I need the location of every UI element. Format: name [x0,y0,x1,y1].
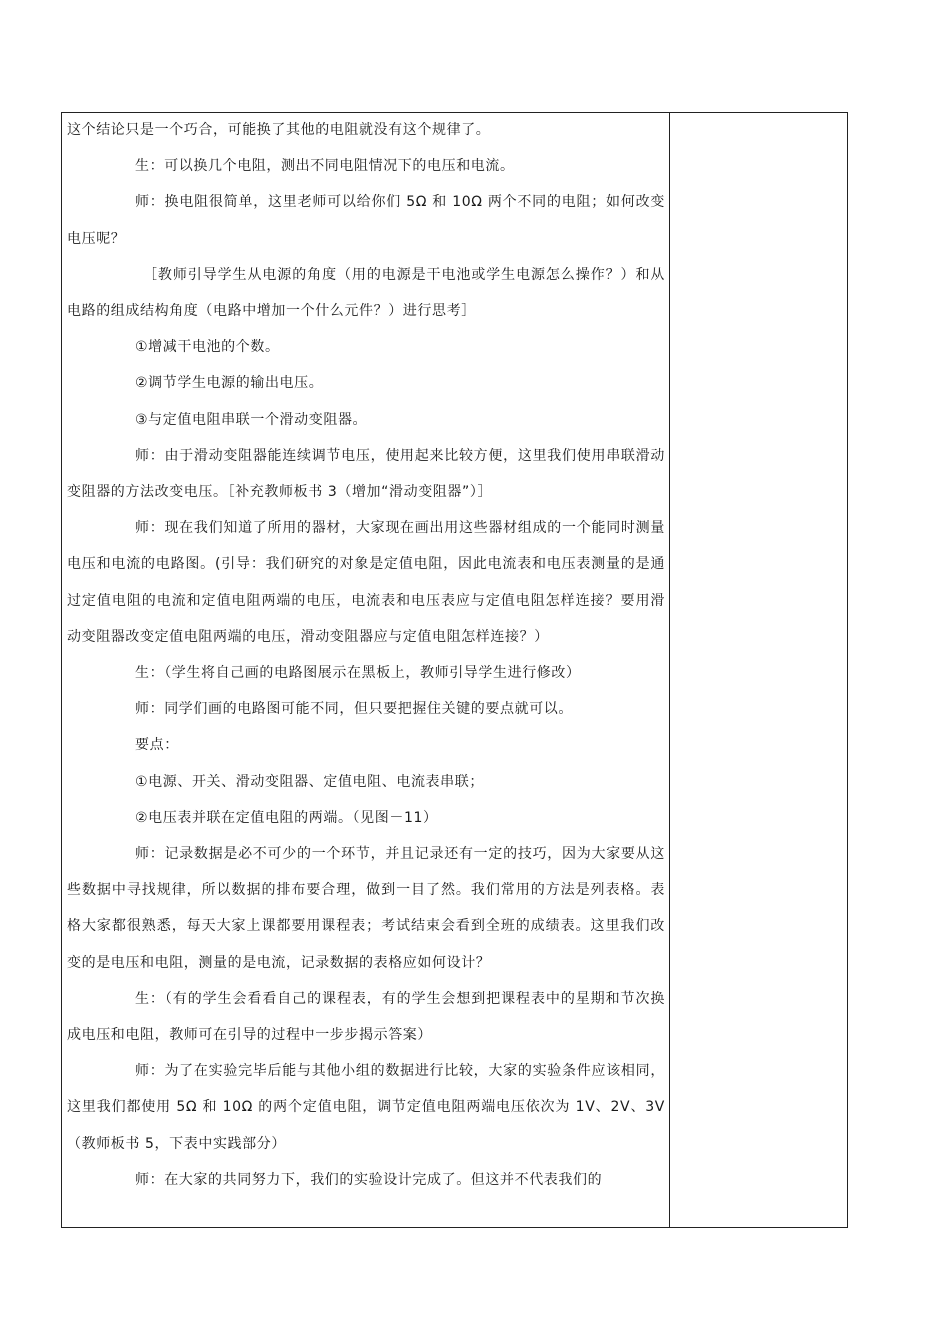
paragraph: ①电源、开关、滑动变阻器、定值电阻、电流表串联； [135,773,484,790]
paragraph: 生：（有的学生会看看自己的课程表，有的学生会想到把课程表中的星期和节次换成电压和电阻，教师可在引导的过程中一步步揭示答案） [67,990,665,1044]
paragraph: 师：为了在实验完毕后能与其他小组的数据进行比较，大家的实验条件应该相同，这里我们都使用 5Ω 和 10Ω 的两个定值电阻，调节定值电阻两端电压依次为 1V、2V、3V（教师板书 5，下表中实践部分） [67,1063,665,1152]
paragraph: 生：可以换几个电阻，测出不同电阻情况下的电压和电流。 [135,158,515,175]
lesson-text-cell [67,112,665,1198]
paragraph: ①增减干电池的个数。 [135,339,280,356]
paragraph: ［教师引导学生从电源的角度（用的电源是干电池或学生电源怎么操作？）和从电路的组成结构角度（电路中增加一个什么元件？）进行思考］ [67,266,665,320]
paragraph: 生：（学生将自己画的电路图展示在黑板上，教师引导学生进行修改） [135,665,581,682]
paragraph: 要点： [135,737,179,754]
paragraph: 这个结论只是一个巧合，可能换了其他的电阻就没有这个规律了。 [67,122,491,138]
paragraph: 师：换电阻很简单，这里老师可以给你们 5Ω 和 10Ω 两个不同的电阻；如何改变电压呢？ [67,194,665,247]
table-column-divider [669,112,670,1228]
paragraph: ②调节学生电源的输出电压。 [135,375,324,392]
paragraph: 师：记录数据是必不可少的一个环节，并且记录还有一定的技巧，因为大家要从这些数据中寻找规律，所以数据的排布要合理，做到一目了然。我们常用的方法是列表格。表格大家都很熟悉，每天大家上课都要用课程表；考试结束会看到全班的成绩表。这里我们改变的是电压和电阻，测量的是电流，记录数据的表格应如何设计？ [67,846,665,971]
paragraph: 师：由于滑动变阻器能连续调节电压，使用起来比较方便，这里我们使用串联滑动变阻器的方法改变电压。［补充教师板书 3（增加“滑动变阻器”）］ [67,447,665,501]
paragraph: 师：现在我们知道了所用的器材，大家现在画出用这些器材组成的一个能同时测量电压和电流的电路图。(引导：我们研究的对象是定值电阻，因此电流表和电压表测量的是通过定值电阻的电流和定值电阻两端的电压，电流表和电压表应与定值电阻怎样连接？要用滑动变阻器改变定值电阻两端的电压，滑动变阻器应与定值电阻怎样连接？） [67,520,665,645]
paragraph: 师：在大家的共同努力下，我们的实验设计完成了。但这并不代表我们的 [135,1171,603,1188]
paragraph: 师：同学们画的电路图可能不同，但只要把握住关键的要点就可以。 [135,701,573,718]
paragraph: ②电压表并联在定值电阻的两端。（见图－11） [135,809,438,826]
paragraph: ③与定值电阻串联一个滑动变阻器。 [135,411,368,428]
